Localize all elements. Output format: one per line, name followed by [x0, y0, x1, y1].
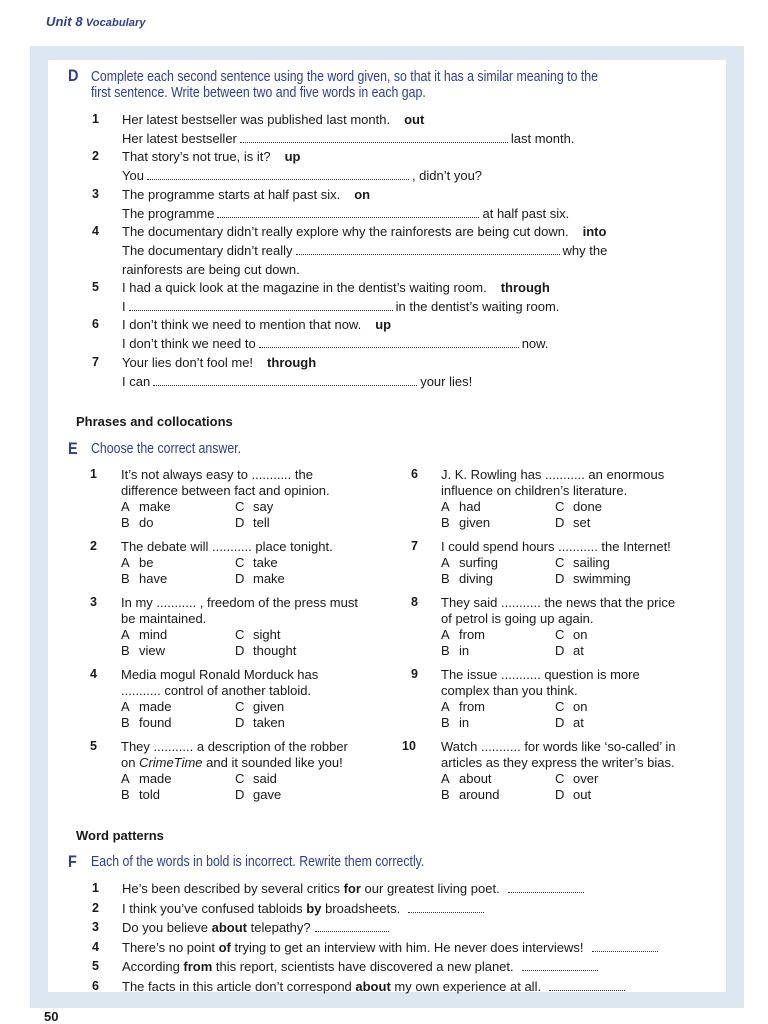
d-second-post: why the [562, 243, 608, 258]
f-item: According from this report, scientists have discovered a new planet. [122, 958, 601, 975]
d-second-post: at half past six. [482, 206, 570, 221]
d-first-text: That story’s not true, is it? [122, 149, 271, 164]
f-item-number: 2 [92, 901, 99, 915]
unit-label: Unit 8 [46, 14, 83, 29]
e-option-b[interactable]: B view [121, 643, 166, 658]
d-item-second [122, 298, 559, 315]
d-item-first [122, 111, 424, 128]
d-second-pre: Her latest bestseller [122, 131, 237, 146]
d-key-word: through [267, 355, 317, 370]
f-item: He’s been described by several critics for our greatest living poet. [122, 880, 587, 897]
exercise-f-letter: F [68, 852, 77, 871]
f-bold-word: about [211, 920, 248, 935]
e-question-line2: of petrol is going up again. [441, 611, 594, 626]
exercise-d-instruction-line1: Complete each second sentence using the word given, so that it has a similar meaning to the [91, 69, 598, 85]
e-option-d[interactable]: D thought [235, 643, 297, 658]
e-option-d[interactable]: D at [555, 643, 584, 658]
e-question-number: 3 [90, 595, 97, 609]
d-key-word: on [354, 187, 371, 202]
e-option-d[interactable]: D tell [235, 515, 270, 530]
e-option-b[interactable]: B diving [441, 571, 493, 586]
d-item-second [122, 130, 574, 147]
f-item: The facts in this article don’t correspond about my own experience at all. [122, 978, 628, 995]
e-question-text [441, 539, 711, 555]
d-item-second [122, 205, 569, 222]
e-question-number: 4 [90, 667, 97, 681]
d-item-first [122, 148, 301, 165]
exercise-d-instruction [91, 69, 737, 101]
d-answer-gap[interactable] [147, 170, 409, 180]
patterns-heading: Word patterns [76, 828, 164, 843]
d-answer-gap[interactable] [129, 301, 393, 311]
e-question-line1: J. K. Rowling has ........... an enormous [441, 467, 665, 482]
d-answer-gap[interactable] [240, 133, 508, 143]
exercise-content [30, 46, 744, 1008]
e-option-c[interactable]: C on [555, 699, 588, 714]
e-question-line1: The issue ........... question is more [441, 667, 640, 682]
d-first-text: I had a quick look at the magazine in the dentist’s waiting room. [122, 280, 487, 295]
d-first-text: Her latest bestseller was published last month. [122, 112, 391, 127]
d-second-post: last month. [510, 131, 575, 146]
e-question-line2: articles as they express the writer’s bias. [441, 755, 675, 770]
e-question-line1: I could spend hours ........... the Internet! [441, 539, 671, 554]
e-question-number: 5 [90, 739, 97, 753]
e-option-c[interactable]: C on [555, 627, 588, 642]
e-option-a[interactable]: A make [121, 499, 171, 514]
e-option-b[interactable]: B found [121, 715, 172, 730]
e-option-a[interactable]: A mind [121, 627, 168, 642]
d-answer-gap[interactable] [259, 338, 519, 348]
e-question-text [121, 467, 371, 499]
f-item-number: 3 [92, 920, 99, 934]
d-key-word: out [404, 112, 425, 127]
e-option-c[interactable]: C sight [235, 627, 281, 642]
e-question-line1: Watch ........... for words like ‘so-called’ in [441, 739, 676, 754]
e-option-b[interactable]: B given [441, 515, 491, 530]
e-option-c[interactable]: C given [235, 699, 285, 714]
f-answer-gap[interactable] [408, 903, 484, 913]
d-item-number: 5 [92, 280, 99, 294]
f-bold-word: from [183, 959, 213, 974]
phrases-heading: Phrases and collocations [76, 414, 233, 429]
d-second-post: now. [521, 336, 549, 351]
e-option-c[interactable]: C take [235, 555, 278, 570]
e-question-number: 8 [411, 595, 418, 609]
d-item-second [122, 167, 482, 184]
d-first-text: I don’t think we need to mention that now. [122, 317, 362, 332]
d-second-pre: I [122, 299, 126, 314]
e-option-c[interactable]: C over [555, 771, 599, 786]
e-option-a[interactable]: A made [121, 771, 172, 786]
f-item-number: 4 [92, 940, 99, 954]
d-answer-gap[interactable] [153, 376, 417, 386]
e-question-line1: It’s not always easy to ........... the [121, 467, 313, 482]
e-question-number: 2 [90, 539, 97, 553]
e-question-line2: ........... control of another tabloid. [121, 683, 312, 698]
exercise-d-instruction-line2: first sentence. Write between two and five words in each gap. [91, 85, 426, 101]
exercise-e-instruction: Choose the correct answer. [91, 441, 242, 457]
e-question-number: 7 [411, 539, 418, 553]
exercise-d-letter: D [68, 66, 79, 85]
e-option-b[interactable]: B told [121, 787, 160, 802]
e-option-d[interactable]: D set [555, 515, 591, 530]
e-question-text [441, 667, 711, 699]
e-question-line2: complex than you think. [441, 683, 578, 698]
e-question-line2: influence on children’s literature. [441, 483, 628, 498]
d-key-word: up [284, 149, 301, 164]
d-item-number: 2 [92, 149, 99, 163]
e-question-number: 10 [402, 739, 416, 753]
e-option-c[interactable]: C sailing [555, 555, 610, 570]
f-item: Do you believe about telepathy? [122, 919, 392, 936]
e-option-b[interactable]: B in [441, 715, 470, 730]
d-key-word: up [375, 317, 392, 332]
d-key-word: through [500, 280, 550, 295]
f-answer-gap[interactable] [549, 981, 625, 991]
e-option-d[interactable]: D swimming [555, 571, 631, 586]
e-question-text [121, 539, 371, 555]
f-answer-gap[interactable] [315, 922, 389, 932]
f-item-number: 6 [92, 979, 99, 993]
d-second-post: in the dentist’s waiting room. [395, 299, 560, 314]
d-item-number: 7 [92, 355, 99, 369]
f-answer-gap[interactable] [508, 883, 584, 893]
e-option-b[interactable]: B around [441, 787, 500, 802]
e-option-a[interactable]: A about [441, 771, 492, 786]
e-question-text [441, 467, 691, 499]
d-item-number: 4 [92, 224, 99, 238]
e-question-line2: on CrimeTime and it sounded like you! [121, 755, 343, 770]
page-number: 50 [44, 1009, 59, 1024]
d-item-second [122, 335, 548, 352]
e-question-line1: The debate will ........... place tonight. [121, 539, 333, 554]
e-option-a[interactable]: A from [441, 699, 485, 714]
f-item-number: 5 [92, 959, 99, 973]
e-option-b[interactable]: B do [121, 515, 154, 530]
e-option-b[interactable]: B have [121, 571, 168, 586]
d-second-pre: I don’t think we need to [122, 336, 256, 351]
e-option-a[interactable]: A from [441, 627, 485, 642]
d-second-post: your lies! [420, 374, 473, 389]
section-label: Vocabulary [85, 17, 146, 29]
f-bold-word: by [306, 901, 322, 916]
e-question-line2: difference between fact and opinion. [121, 483, 330, 498]
e-option-c[interactable]: C said [235, 771, 277, 786]
d-item-number: 6 [92, 317, 99, 331]
f-item: I think you’ve confused tabloids by broadsheets. [122, 900, 487, 917]
e-question-number: 1 [90, 467, 97, 481]
e-option-a[interactable]: A had [441, 499, 481, 514]
d-second-pre: The programme [122, 206, 215, 221]
f-answer-gap[interactable] [522, 961, 598, 971]
d-answer-gap[interactable] [217, 208, 479, 218]
exercise-e-letter: E [68, 439, 78, 458]
d-item-second [122, 373, 472, 390]
d-item-number: 1 [92, 112, 99, 126]
e-question-text [121, 595, 371, 627]
e-option-b[interactable]: B in [441, 643, 470, 658]
e-question-line1: They ........... a description of the robber [121, 739, 348, 754]
f-answer-gap[interactable] [592, 942, 658, 952]
d-item-first [122, 223, 606, 240]
e-question-number: 9 [411, 667, 418, 681]
e-option-d[interactable]: D gave [235, 787, 282, 802]
e-question-text [121, 667, 371, 699]
e-question-text [441, 595, 711, 627]
d-first-text: The programme starts at half past six. [122, 187, 341, 202]
d-second-post: , didn’t you? [411, 168, 483, 183]
d-second-pre: I can [122, 374, 151, 389]
d-first-text: Your lies don’t fool me! [122, 355, 254, 370]
f-item-number: 1 [92, 881, 99, 895]
d-item-first [122, 354, 316, 371]
e-question-line2: be maintained. [121, 611, 207, 626]
f-bold-word: about [355, 979, 391, 994]
e-question-line1: They said ........... the news that the price [441, 595, 676, 610]
d-item-first [122, 186, 370, 203]
e-option-a[interactable]: A surfing [441, 555, 499, 570]
d-item-first [122, 279, 550, 296]
e-question-line1: Media mogul Ronald Morduck has [121, 667, 319, 682]
d-answer-gap[interactable] [296, 245, 560, 255]
d-first-text: The documentary didn’t really explore why the rainforests are being cut down. [122, 224, 569, 239]
d-second-pre: You [122, 168, 144, 183]
e-question-text [121, 739, 371, 771]
e-option-d[interactable]: D make [235, 571, 285, 586]
e-option-c[interactable]: C say [235, 499, 274, 514]
f-item: There’s no point of trying to get an interview with him. He never does interviews! [122, 939, 661, 956]
e-option-c[interactable]: C done [555, 499, 602, 514]
f-bold-word: of [218, 940, 231, 955]
e-option-d[interactable]: D taken [235, 715, 285, 730]
d-key-word: into [582, 224, 607, 239]
exercise-f-instruction: Each of the words in bold is incorrect. Rewrite them correctly. [91, 854, 425, 870]
e-option-a[interactable]: A be [121, 555, 154, 570]
d-item-number: 3 [92, 187, 99, 201]
d-item-second [122, 242, 607, 259]
d-second-pre: The documentary didn’t really [122, 243, 293, 258]
unit-header [46, 14, 146, 29]
e-option-d[interactable]: D at [555, 715, 584, 730]
d-item-first [122, 316, 391, 333]
e-question-text [441, 739, 721, 771]
e-question-line1: In my ........... , freedom of the press must [121, 595, 358, 610]
f-bold-word: for [343, 881, 361, 896]
d-item-second-cont: rainforests are being cut down. [122, 262, 300, 277]
e-option-a[interactable]: A made [121, 699, 172, 714]
e-option-d[interactable]: D out [555, 787, 592, 802]
e-question-number: 6 [411, 467, 418, 481]
